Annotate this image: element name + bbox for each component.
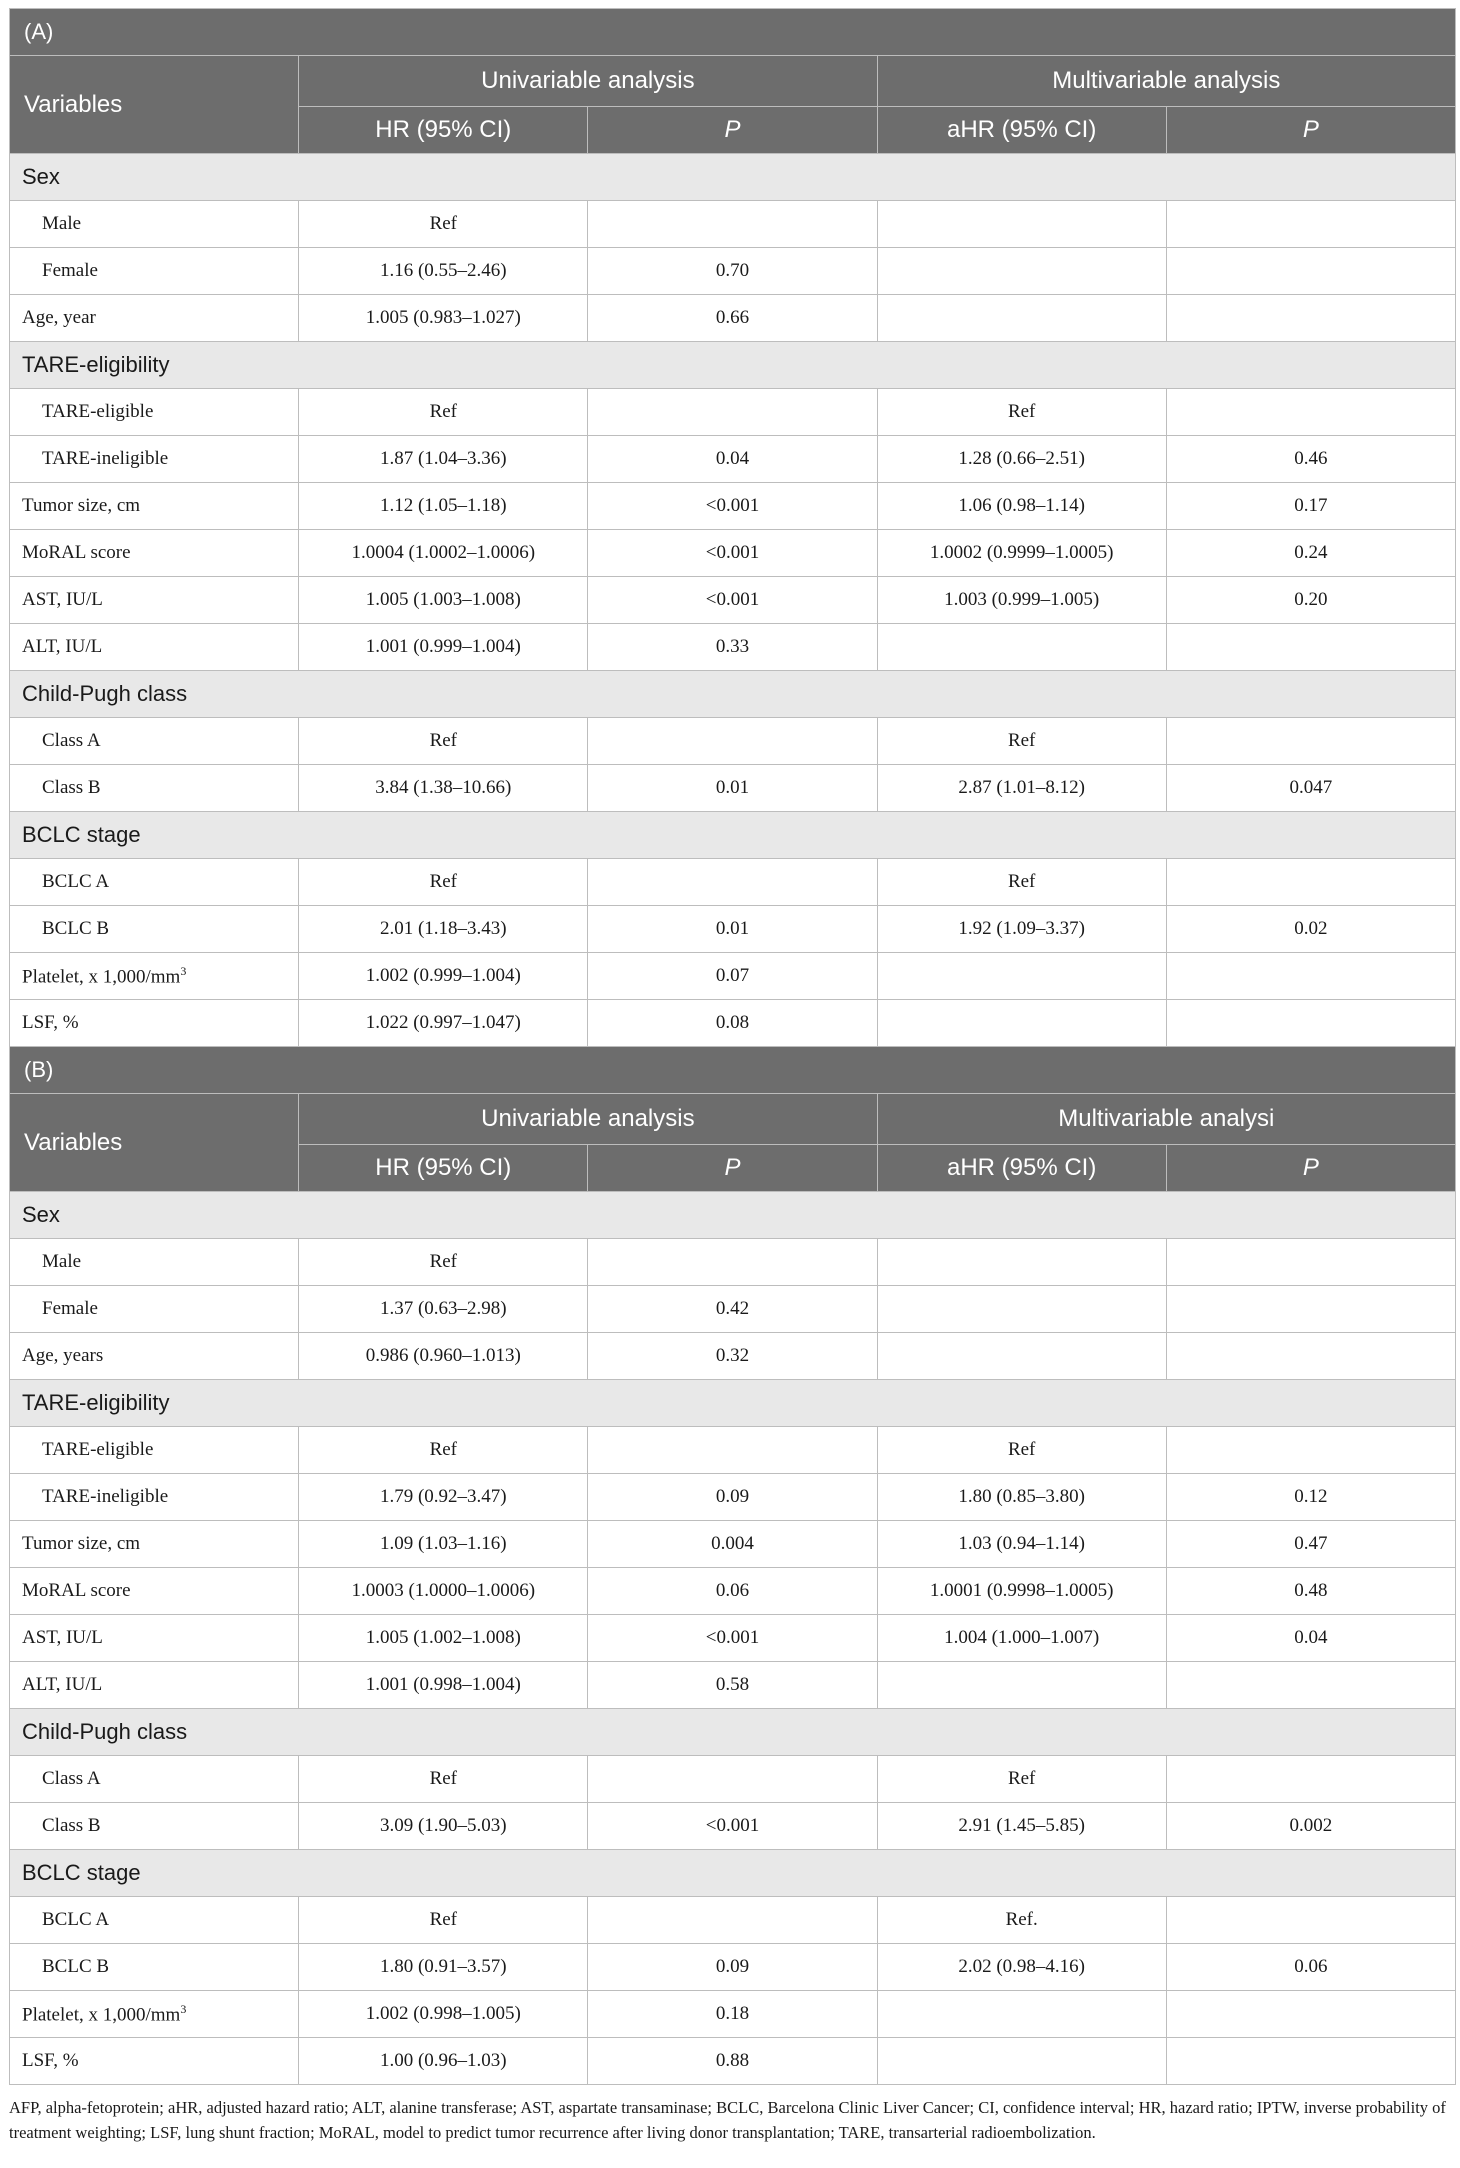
header-row-groups	[10, 56, 1456, 107]
variable-name-text: Platelet, x 1,000/mm	[22, 966, 181, 988]
header-univariable: Univariable analysis	[299, 56, 877, 107]
p-value: <0.001	[588, 1615, 877, 1662]
variable-name	[10, 1521, 299, 1568]
hr-value: 1.005 (0.983–1.027)	[299, 295, 588, 342]
adjusted-p-value	[1166, 248, 1455, 295]
variable-name	[10, 1333, 299, 1380]
p-value: 0.18	[588, 1991, 877, 2038]
p-value	[588, 201, 877, 248]
variable-name	[10, 624, 299, 671]
variable-name-text: AST, IU/L	[22, 1627, 103, 1648]
adjusted-p-value	[1166, 1239, 1455, 1286]
variable-name	[10, 201, 299, 248]
table-row	[10, 953, 1456, 1000]
group-label: Sex	[10, 1192, 1456, 1239]
ahr-value: 1.28 (0.66–2.51)	[877, 436, 1166, 483]
p-value: 0.66	[588, 295, 877, 342]
hr-value: Ref	[299, 718, 588, 765]
table-row	[10, 1427, 1456, 1474]
adjusted-p-value	[1166, 859, 1455, 906]
table-row	[10, 1239, 1456, 1286]
ahr-value: Ref	[877, 859, 1166, 906]
variable-name-text: Female	[42, 1298, 98, 1319]
group-row	[10, 671, 1456, 718]
p-value: 0.70	[588, 248, 877, 295]
adjusted-p-value	[1166, 624, 1455, 671]
adjusted-p-value: 0.24	[1166, 530, 1455, 577]
adjusted-p-value: 0.48	[1166, 1568, 1455, 1615]
group-row	[10, 1850, 1456, 1897]
variable-name-text: MoRAL score	[22, 1580, 131, 1601]
ahr-value: 1.80 (0.85–3.80)	[877, 1474, 1166, 1521]
table-row	[10, 295, 1456, 342]
hr-value: 1.005 (1.002–1.008)	[299, 1615, 588, 1662]
group-row	[10, 1380, 1456, 1427]
hr-value: 1.0003 (1.0000–1.0006)	[299, 1568, 588, 1615]
variable-name	[10, 1474, 299, 1521]
unit-superscript: 3	[180, 963, 187, 978]
table-row	[10, 1286, 1456, 1333]
p-value	[588, 859, 877, 906]
table-row	[10, 530, 1456, 577]
adjusted-p-value	[1166, 1333, 1455, 1380]
p-value	[588, 1756, 877, 1803]
ahr-value: Ref	[877, 718, 1166, 765]
variable-name	[10, 2038, 299, 2085]
adjusted-p-value: 0.06	[1166, 1944, 1455, 1991]
hr-value: 1.09 (1.03–1.16)	[299, 1521, 588, 1568]
ahr-value: 1.0002 (0.9999–1.0005)	[877, 530, 1166, 577]
table-row	[10, 1803, 1456, 1850]
p-value: 0.08	[588, 1000, 877, 1047]
adjusted-p-value	[1166, 1662, 1455, 1709]
table-row	[10, 436, 1456, 483]
adjusted-p-value	[1166, 1286, 1455, 1333]
panel-b	[10, 1047, 1456, 1192]
ahr-value	[877, 2038, 1166, 2085]
p-value: 0.01	[588, 906, 877, 953]
table-row	[10, 1662, 1456, 1709]
group-label: Child-Pugh class	[10, 671, 1456, 718]
hr-value: Ref	[299, 201, 588, 248]
table-row	[10, 1991, 1456, 2038]
group-row	[10, 812, 1456, 859]
adjusted-p-value	[1166, 1000, 1455, 1047]
header-p-adjusted: P	[1166, 107, 1455, 154]
ahr-value	[877, 1000, 1166, 1047]
ahr-value	[877, 1239, 1166, 1286]
variable-name	[10, 248, 299, 295]
variable-name-text: ALT, IU/L	[22, 636, 103, 657]
ahr-value: 2.02 (0.98–4.16)	[877, 1944, 1166, 1991]
group-label: BCLC stage	[10, 812, 1456, 859]
variable-name	[10, 1239, 299, 1286]
variable-name	[10, 1615, 299, 1662]
ahr-value	[877, 1991, 1166, 2038]
variable-name-text: BCLC A	[42, 871, 110, 892]
variable-name-text: Tumor size, cm	[22, 495, 141, 516]
header-row-groups	[10, 1094, 1456, 1145]
variable-name	[10, 906, 299, 953]
variable-name	[10, 1897, 299, 1944]
p-value: 0.58	[588, 1662, 877, 1709]
table-row	[10, 2038, 1456, 2085]
table-row	[10, 1568, 1456, 1615]
hr-value: Ref	[299, 1427, 588, 1474]
ahr-value: 1.03 (0.94–1.14)	[877, 1521, 1166, 1568]
p-value: <0.001	[588, 483, 877, 530]
variable-name-text: TARE-ineligible	[42, 1486, 169, 1507]
variable-name	[10, 577, 299, 624]
variable-name-text: Female	[42, 260, 98, 281]
panel-a	[10, 9, 1456, 154]
table-row	[10, 1333, 1456, 1380]
group-row	[10, 154, 1456, 201]
table-row	[10, 906, 1456, 953]
p-value	[588, 1239, 877, 1286]
table-row	[10, 1000, 1456, 1047]
document	[9, 8, 1456, 2145]
hr-value: 1.80 (0.91–3.57)	[299, 1944, 588, 1991]
variable-name	[10, 1568, 299, 1615]
header-p-adjusted: P	[1166, 1145, 1455, 1192]
group-label: TARE-eligibility	[10, 342, 1456, 389]
variable-name	[10, 953, 299, 1000]
header-hr: HR (95% CI)	[299, 1145, 588, 1192]
variable-name	[10, 1662, 299, 1709]
p-value: 0.01	[588, 765, 877, 812]
adjusted-p-value: 0.47	[1166, 1521, 1455, 1568]
variable-name-text: Male	[42, 1251, 82, 1272]
adjusted-p-value: 0.12	[1166, 1474, 1455, 1521]
hr-value: 1.002 (0.999–1.004)	[299, 953, 588, 1000]
p-value	[588, 1897, 877, 1944]
hr-value: Ref	[299, 1897, 588, 1944]
ahr-value	[877, 1286, 1166, 1333]
table-row	[10, 1474, 1456, 1521]
p-value: <0.001	[588, 530, 877, 577]
hr-value: 1.79 (0.92–3.47)	[299, 1474, 588, 1521]
adjusted-p-value	[1166, 1427, 1455, 1474]
variable-name-text: Class B	[42, 777, 101, 798]
variable-name	[10, 436, 299, 483]
adjusted-p-value	[1166, 953, 1455, 1000]
variable-name	[10, 765, 299, 812]
ahr-value: 2.91 (1.45–5.85)	[877, 1803, 1166, 1850]
header-p: P	[588, 1145, 877, 1192]
p-value: 0.04	[588, 436, 877, 483]
variable-name-text: Age, years	[22, 1345, 104, 1366]
table-row	[10, 389, 1456, 436]
ahr-value: Ref.	[877, 1897, 1166, 1944]
adjusted-p-value	[1166, 718, 1455, 765]
adjusted-p-value	[1166, 1756, 1455, 1803]
ahr-value	[877, 953, 1166, 1000]
hr-value: 2.01 (1.18–3.43)	[299, 906, 588, 953]
variable-name	[10, 1427, 299, 1474]
group-label: Sex	[10, 154, 1456, 201]
ahr-value: 1.003 (0.999–1.005)	[877, 577, 1166, 624]
ahr-value: Ref	[877, 389, 1166, 436]
adjusted-p-value: 0.20	[1166, 577, 1455, 624]
header-multivariable: Multivariable analysis	[877, 56, 1455, 107]
variable-name-text: TARE-eligible	[42, 1439, 154, 1460]
results-table	[9, 8, 1456, 2085]
adjusted-p-value	[1166, 389, 1455, 436]
group-row	[10, 1192, 1456, 1239]
header-ahr: aHR (95% CI)	[877, 107, 1166, 154]
p-value: 0.32	[588, 1333, 877, 1380]
adjusted-p-value	[1166, 201, 1455, 248]
header-multivariable: Multivariable analysi	[877, 1094, 1455, 1145]
table-row	[10, 1615, 1456, 1662]
ahr-value	[877, 295, 1166, 342]
variable-name-text: ALT, IU/L	[22, 1674, 103, 1695]
table-row	[10, 1897, 1456, 1944]
hr-value: Ref	[299, 859, 588, 906]
ahr-value: 1.92 (1.09–3.37)	[877, 906, 1166, 953]
p-value	[588, 389, 877, 436]
header-ahr: aHR (95% CI)	[877, 1145, 1166, 1192]
group-row	[10, 342, 1456, 389]
adjusted-p-value: 0.002	[1166, 1803, 1455, 1850]
table-row	[10, 1521, 1456, 1568]
hr-value: 3.09 (1.90–5.03)	[299, 1803, 588, 1850]
variable-name	[10, 295, 299, 342]
variable-name-text: Tumor size, cm	[22, 1533, 141, 1554]
adjusted-p-value: 0.04	[1166, 1615, 1455, 1662]
adjusted-p-value	[1166, 1897, 1455, 1944]
ahr-value	[877, 248, 1166, 295]
variable-name-text: BCLC B	[42, 1956, 110, 1977]
variable-name-text: Class B	[42, 1815, 101, 1836]
variable-name-text: LSF, %	[22, 2050, 79, 2071]
ahr-value	[877, 201, 1166, 248]
table-row	[10, 1944, 1456, 1991]
group-label: TARE-eligibility	[10, 1380, 1456, 1427]
table-row	[10, 624, 1456, 671]
variable-name-text: TARE-ineligible	[42, 448, 169, 469]
adjusted-p-value: 0.46	[1166, 436, 1455, 483]
variable-name	[10, 1991, 299, 2038]
p-value: <0.001	[588, 1803, 877, 1850]
hr-value: 1.001 (0.998–1.004)	[299, 1662, 588, 1709]
panel-label-row	[10, 1047, 1456, 1094]
variable-name-text: MoRAL score	[22, 542, 131, 563]
header-hr: HR (95% CI)	[299, 107, 588, 154]
hr-value: 1.005 (1.003–1.008)	[299, 577, 588, 624]
group-label: BCLC stage	[10, 1850, 1456, 1897]
hr-value: 1.001 (0.999–1.004)	[299, 624, 588, 671]
hr-value: 0.986 (0.960–1.013)	[299, 1333, 588, 1380]
p-value: 0.06	[588, 1568, 877, 1615]
variable-name-text: BCLC B	[42, 918, 110, 939]
hr-value: Ref	[299, 389, 588, 436]
hr-value: 1.16 (0.55–2.46)	[299, 248, 588, 295]
ahr-value	[877, 1662, 1166, 1709]
hr-value: 1.12 (1.05–1.18)	[299, 483, 588, 530]
header-p: P	[588, 107, 877, 154]
table-row	[10, 201, 1456, 248]
unit-superscript: 3	[180, 2001, 187, 2016]
p-value: 0.33	[588, 624, 877, 671]
variable-name	[10, 1756, 299, 1803]
panel-a-rows	[10, 154, 1456, 1047]
adjusted-p-value: 0.047	[1166, 765, 1455, 812]
adjusted-p-value	[1166, 1991, 1455, 2038]
header-variables: Variables	[10, 56, 299, 154]
panel-label: (B)	[10, 1047, 1456, 1094]
group-row	[10, 1709, 1456, 1756]
p-value: <0.001	[588, 577, 877, 624]
p-value	[588, 1427, 877, 1474]
variable-name	[10, 1944, 299, 1991]
hr-value: 1.022 (0.997–1.047)	[299, 1000, 588, 1047]
hr-value: 1.87 (1.04–3.36)	[299, 436, 588, 483]
variable-name-text: Platelet, x 1,000/mm	[22, 2004, 181, 2026]
p-value: 0.88	[588, 2038, 877, 2085]
ahr-value: Ref	[877, 1427, 1166, 1474]
adjusted-p-value	[1166, 295, 1455, 342]
variable-name-text: Class A	[42, 1768, 101, 1789]
ahr-value: 1.004 (1.000–1.007)	[877, 1615, 1166, 1662]
ahr-value: Ref	[877, 1756, 1166, 1803]
variable-name	[10, 389, 299, 436]
variable-name	[10, 859, 299, 906]
adjusted-p-value: 0.02	[1166, 906, 1455, 953]
table-row	[10, 577, 1456, 624]
header-variables: Variables	[10, 1094, 299, 1192]
variable-name-text: LSF, %	[22, 1012, 79, 1033]
variable-name-text: TARE-eligible	[42, 401, 154, 422]
table-row	[10, 718, 1456, 765]
variable-name-text: Age, year	[22, 307, 96, 328]
p-value: 0.09	[588, 1944, 877, 1991]
table-footnote: AFP, alpha-fetoprotein; aHR, adjusted hazard ratio; ALT, alanine transferase; AST, aspartate transaminase; BCLC, Barcelona Clinic Liver Cancer; CI, confidence interval; HR, hazard ratio; IPTW, inverse probability of treatment weighting; LSF, lung shunt fraction; MoRAL, model to predict tumor recurrence after living donor transplantation; TARE, transarterial radioembolization.	[9, 2098, 1446, 2142]
adjusted-p-value: 0.17	[1166, 483, 1455, 530]
table-row	[10, 483, 1456, 530]
variable-name-text: BCLC A	[42, 1909, 110, 1930]
p-value: 0.07	[588, 953, 877, 1000]
variable-name	[10, 530, 299, 577]
hr-value: 1.0004 (1.0002–1.0006)	[299, 530, 588, 577]
ahr-value: 1.0001 (0.9998–1.0005)	[877, 1568, 1166, 1615]
hr-value: 1.37 (0.63–2.98)	[299, 1286, 588, 1333]
group-label: Child-Pugh class	[10, 1709, 1456, 1756]
panel-b-rows	[10, 1192, 1456, 2085]
table-row	[10, 859, 1456, 906]
hr-value: 3.84 (1.38–10.66)	[299, 765, 588, 812]
ahr-value	[877, 624, 1166, 671]
p-value: 0.42	[588, 1286, 877, 1333]
variable-name	[10, 483, 299, 530]
hr-value: 1.002 (0.998–1.005)	[299, 1991, 588, 2038]
table-row	[10, 248, 1456, 295]
variable-name	[10, 718, 299, 765]
panel-label: (A)	[10, 9, 1456, 56]
p-value: 0.004	[588, 1521, 877, 1568]
variable-name	[10, 1286, 299, 1333]
ahr-value	[877, 1333, 1166, 1380]
table-row	[10, 1756, 1456, 1803]
variable-name	[10, 1803, 299, 1850]
variable-name-text: Class A	[42, 730, 101, 751]
ahr-value: 2.87 (1.01–8.12)	[877, 765, 1166, 812]
header-univariable: Univariable analysis	[299, 1094, 877, 1145]
variable-name-text: Male	[42, 213, 82, 234]
hr-value: Ref	[299, 1239, 588, 1286]
adjusted-p-value	[1166, 2038, 1455, 2085]
ahr-value: 1.06 (0.98–1.14)	[877, 483, 1166, 530]
p-value: 0.09	[588, 1474, 877, 1521]
table-row	[10, 765, 1456, 812]
variable-name	[10, 1000, 299, 1047]
p-value	[588, 718, 877, 765]
hr-value: 1.00 (0.96–1.03)	[299, 2038, 588, 2085]
hr-value: Ref	[299, 1756, 588, 1803]
variable-name-text: AST, IU/L	[22, 589, 103, 610]
panel-label-row	[10, 9, 1456, 56]
